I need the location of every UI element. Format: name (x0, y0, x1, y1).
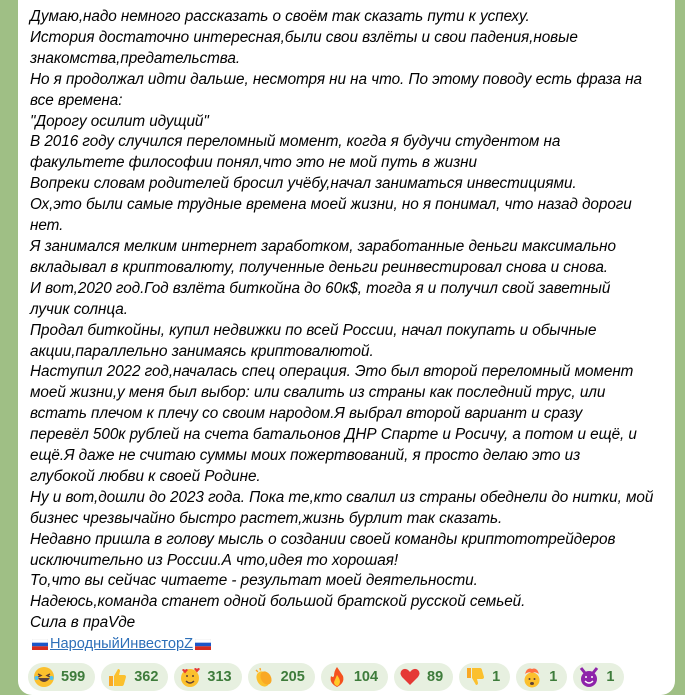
message-line: Вопреки словам родителей бросил учёбу,начал заниматься инвестициями. (30, 175, 577, 193)
message-line: знакомства,предательства. (30, 49, 241, 67)
message-line: бизнес чрезвычайно быстро растет,жизнь бурлит так сказать. (30, 509, 503, 527)
message-line: моей жизни,у меня был выбор: или свалить из страны как последний трус, или (30, 384, 606, 402)
clapping-hands-icon (253, 666, 275, 688)
reaction-count: 599 (61, 669, 86, 685)
reaction-count: 313 (207, 669, 232, 685)
message-line: все времена: (30, 91, 123, 109)
reaction-count: 362 (134, 669, 159, 685)
message-line: глубокой любви к своей Родине. (30, 467, 261, 485)
reactions-bar (28, 663, 624, 691)
reaction-count: 89 (427, 669, 444, 685)
thumbs-up-icon (106, 666, 128, 688)
message-line: Думаю,надо немного рассказать о своём так сказать пути к успеху. (30, 8, 530, 25)
message-line: Но я продолжал идти дальше, несмотря ни на что. По этому поводу есть фраза на (30, 70, 643, 88)
smiling-face-with-hearts-icon (179, 666, 201, 688)
reaction-devil[interactable] (573, 663, 624, 691)
message-line: ещё.Я даже не считаю суммы моих пожертвований, я просто делаю это из (30, 447, 581, 465)
reaction-thumbs-up[interactable] (101, 663, 168, 691)
message-line: исключительно из России.А что,идея то хорошая! (30, 551, 399, 569)
message-line: перевёл 500к рублей на счета батальонов ДНР Спарте и Росичу, а потом и ещё, и (30, 426, 637, 444)
signature (30, 634, 665, 654)
reaction-thumbs-down[interactable] (459, 663, 510, 691)
reaction-count: 1 (549, 669, 558, 685)
message-line: Недавно пришла в голову мысль о создании своей команды криптототрейдеров (30, 530, 616, 548)
russian-flag-icon (32, 639, 48, 650)
message-line: акции,параллельно занимаясь криптовалютой. (30, 342, 374, 360)
message-line: Надеюсь,команда станет одной большой братской русской семьей. (30, 593, 526, 611)
signature-link[interactable]: НародныйИнвесторZ (50, 636, 194, 653)
reaction-count: 205 (280, 669, 305, 685)
message-line: нет. (30, 217, 64, 235)
message-line: То,что вы сейчас читаете - результат моей деятельности. (30, 572, 478, 590)
message-line: Наступил 2022 год,началась спец операция. Это был второй переломный момент (30, 363, 634, 381)
message-text (30, 7, 665, 634)
reaction-exploding-head[interactable] (516, 663, 567, 691)
message-line: Продал биткойны, купил недвижки по всей России, начал покупать и обычные (30, 321, 597, 339)
message-line: вкладывал в криптовалюту, полученные деньги реинвестировал снова и снова. (30, 258, 608, 276)
message-line: Сила в праVде (30, 614, 136, 632)
reaction-heart[interactable] (394, 663, 453, 691)
red-heart-icon (399, 666, 421, 688)
message-line: встать плечом к плечу со своим народом.Я выбрал второй вариант и сразу (30, 405, 583, 423)
reaction-hearts-face[interactable] (174, 663, 241, 691)
reaction-count: 104 (353, 669, 379, 685)
message-line: Ну и вот,дошли до 2023 года. Пока те,кто свалил из страны обеднели до нитки, мой (30, 488, 654, 506)
fire-icon (326, 666, 348, 688)
russian-flag-icon (195, 639, 211, 650)
smiling-devil-icon (578, 666, 600, 688)
reaction-clap[interactable] (248, 663, 315, 691)
thumbs-down-icon (464, 666, 486, 688)
reaction-fire[interactable] (321, 663, 388, 691)
message-bubble (18, 0, 675, 695)
message-line: лучик солнца. (30, 300, 128, 318)
reaction-count: 1 (492, 669, 501, 685)
message-line: История достаточно интересная,были свои взлёты и свои падения,новые (30, 28, 578, 46)
reaction-count: 1 (606, 669, 615, 685)
message-line: "Дорогу осилит идущий" (30, 112, 209, 130)
message-line: факультете философии понял,что это не мой путь в жизни (30, 154, 477, 172)
exploding-head-icon (521, 666, 543, 688)
message-line: И вот,2020 год.Год взлёта биткойна до 60к$, тогда я и получил свой заветный (30, 279, 611, 297)
message-line: Я занимался мелким интернет заработком, заработанные деньги максимально (30, 237, 616, 255)
reaction-laughing[interactable] (28, 663, 95, 691)
message-line: В 2016 году случился переломный момент, когда я будучи студентом на (30, 133, 561, 151)
message-line: Ох,это были самые трудные времена моей жизни, но я понимал, что назад дороги (30, 196, 632, 214)
laughing-face-icon (33, 666, 55, 688)
